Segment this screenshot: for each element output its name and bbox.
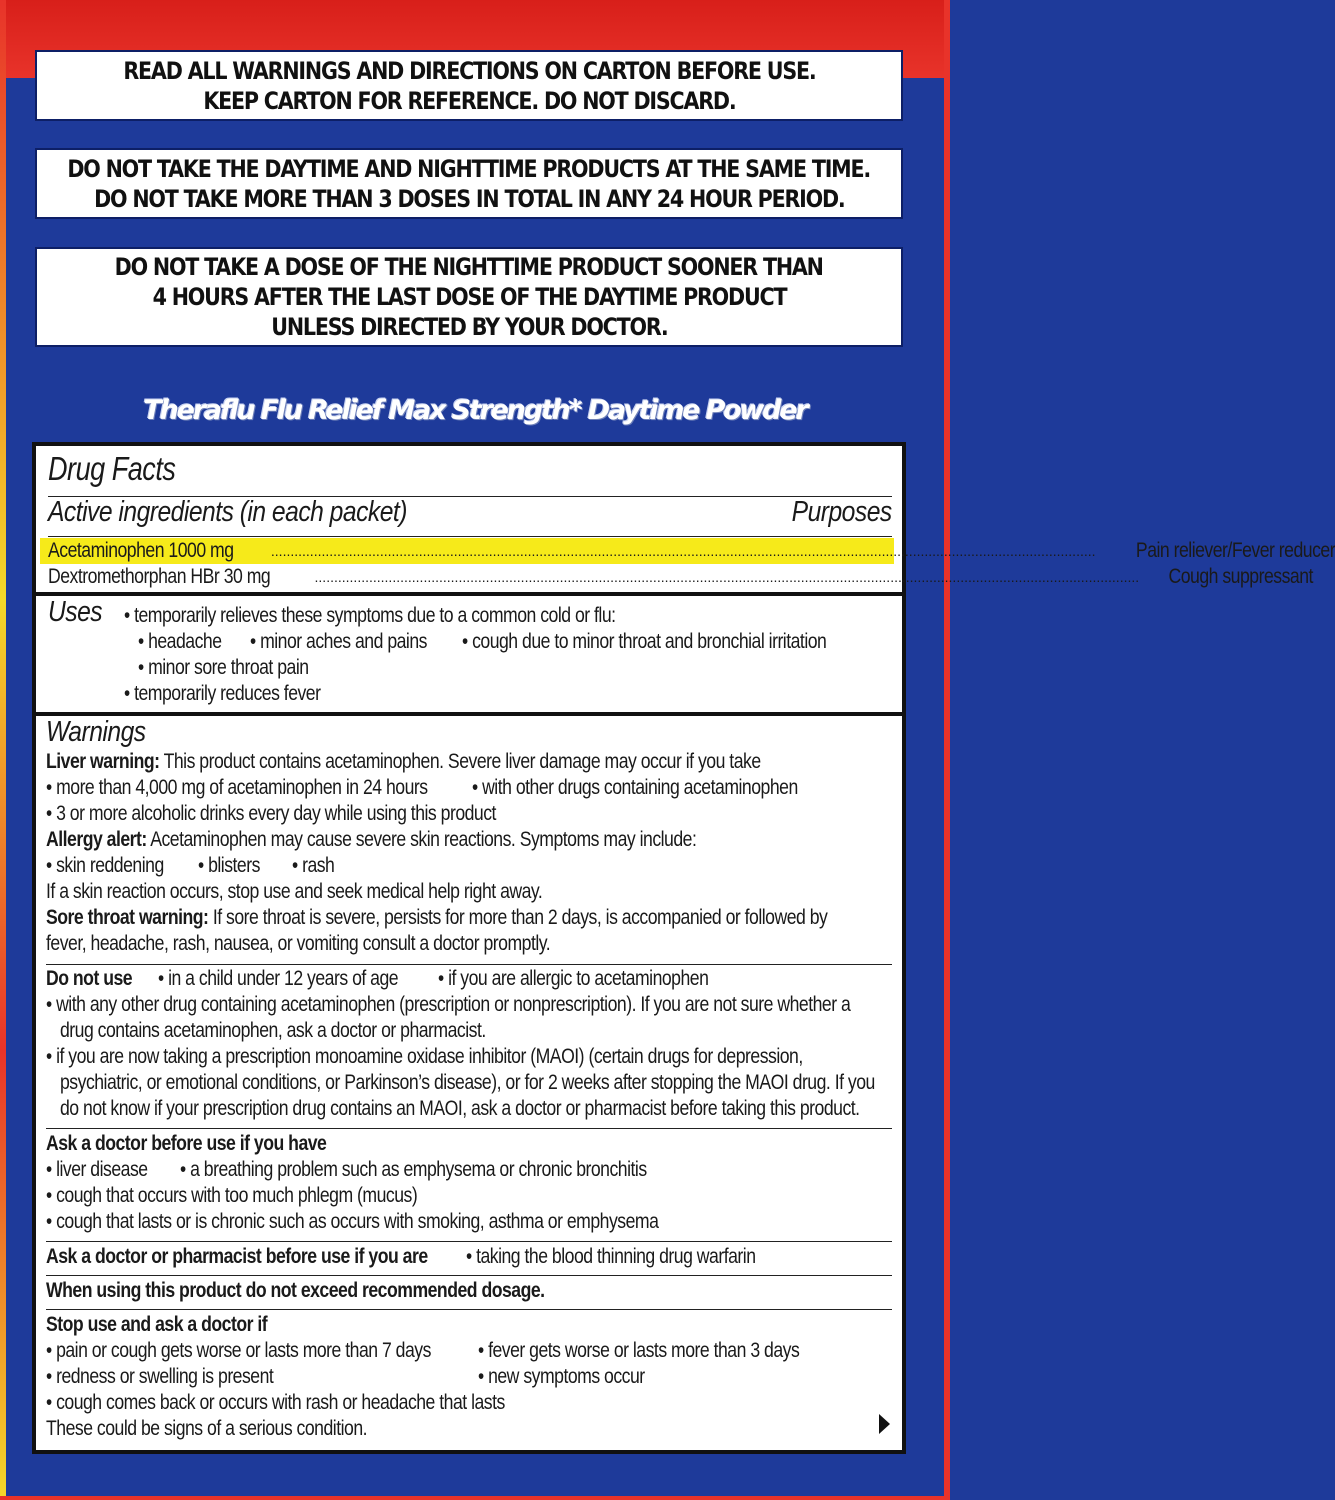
ask-doctor-label-text: Ask a doctor before use if you have bbox=[46, 1132, 327, 1155]
uses-bullet: • minor aches and pains bbox=[250, 630, 427, 653]
ask-pharmacist-label bbox=[46, 1245, 428, 1269]
leader-dots: .................................................................................................................................................................................................................... bbox=[270, 543, 1096, 559]
liver-warning-text: This product contains acetaminophen. Severe liver damage may occur if you take bbox=[159, 750, 761, 773]
divider bbox=[46, 1275, 892, 1276]
ingredient-name: Dextromethorphan HBr 30 mg bbox=[48, 565, 271, 588]
notice-line: DO NOT TAKE A DOSE OF THE NIGHTTIME PRODUCT SOONER THAN bbox=[114, 253, 824, 281]
allergy-after: If a skin reaction occurs, stop use and seek medical help right away. bbox=[46, 880, 543, 903]
notice-line: KEEP CARTON FOR REFERENCE. DO NOT DISCARD. bbox=[202, 86, 736, 115]
uses-line: • temporarily reduces fever bbox=[124, 682, 321, 705]
bottom-edge-stripe bbox=[0, 1496, 950, 1500]
ingredient-purpose: Pain reliever/Fever reducer bbox=[1135, 539, 1335, 562]
when-using-label-text: When using this product do not exceed recommended dosage. bbox=[46, 1279, 545, 1302]
section-divider bbox=[36, 712, 902, 716]
left-edge-stripe bbox=[0, 0, 6, 1500]
stop-use-label-text: Stop use and ask a doctor if bbox=[46, 1313, 268, 1336]
do-not-use-label bbox=[46, 967, 132, 991]
notice-line: READ ALL WARNINGS AND DIRECTIONS ON CARTON BEFORE USE. bbox=[122, 56, 816, 85]
stop-use-label bbox=[46, 1313, 267, 1337]
allergy-alert bbox=[46, 828, 696, 852]
leader-dots: .................................................................................................................................................................................................................... bbox=[314, 569, 1140, 585]
sore-throat-warning bbox=[46, 906, 827, 930]
allergy-alert-text: Acetaminophen may cause severe skin reactions. Symptoms may include: bbox=[146, 828, 697, 851]
allergy-bullet: • skin reddening bbox=[46, 854, 164, 877]
ask-pharmacist-bullet: • taking the blood thinning drug warfarin bbox=[466, 1245, 756, 1268]
divider bbox=[46, 964, 892, 965]
product-title: Theraflu Flu Relief Max Strength* Daytime Powder bbox=[143, 395, 807, 426]
ask-pharmacist-label-text: Ask a doctor or pharmacist before use if you are bbox=[46, 1245, 428, 1268]
divider bbox=[46, 1309, 892, 1310]
warnings-title: Warnings bbox=[46, 716, 146, 748]
do-not-use-label-text: Do not use bbox=[46, 967, 133, 990]
stop-use-bullet: • pain or cough gets worse or lasts more than 7 days bbox=[46, 1339, 431, 1362]
stop-use-bullet: • redness or swelling is present bbox=[46, 1365, 274, 1388]
uses-bullet: • headache bbox=[138, 630, 222, 653]
sore-throat-label: Sore throat warning: bbox=[46, 906, 209, 929]
divider bbox=[46, 1241, 892, 1242]
do-not-use-line: do not know if your prescription drug contains an MAOI, ask a doctor or pharmacist before taking this product. bbox=[60, 1097, 860, 1120]
notice-line: 4 HOURS AFTER THE LAST DOSE OF THE DAYTIME PRODUCT bbox=[152, 283, 786, 311]
section-divider bbox=[36, 592, 902, 596]
notice-line: DO NOT TAKE MORE THAN 3 DOSES IN TOTAL IN ANY 24 HOUR PERIOD. bbox=[93, 184, 845, 213]
do-not-use-bullet: • in a child under 12 years of age bbox=[158, 967, 399, 990]
notice-line: DO NOT TAKE THE DAYTIME AND NIGHTTIME PRODUCTS AT THE SAME TIME. bbox=[67, 154, 871, 183]
do-not-use-line: • if you are now taking a prescription monoamine oxidase inhibitor (MAOI) (certain drugs for depression, bbox=[46, 1045, 803, 1068]
ingredient-row bbox=[48, 564, 1314, 590]
purposes-header: Purposes bbox=[791, 496, 892, 528]
active-ingredients-header: Active ingredients (in each packet) bbox=[48, 496, 407, 528]
do-not-use-bullet: • if you are allergic to acetaminophen bbox=[438, 967, 709, 990]
uses-title: Uses bbox=[48, 596, 103, 628]
do-not-use-line: psychiatric, or emotional conditions, or Parkinson’s disease), or for 2 weeks after stopping the MAOI drug. If you bbox=[60, 1071, 875, 1094]
notice-line: UNLESS DIRECTED BY YOUR DOCTOR. bbox=[270, 313, 668, 341]
stop-use-after: These could be signs of a serious condition. bbox=[46, 1417, 368, 1440]
stop-use-bullet: • fever gets worse or lasts more than 3 days bbox=[478, 1339, 800, 1362]
ask-doctor-bullet: • cough that occurs with too much phlegm (mucus) bbox=[46, 1184, 418, 1207]
right-edge-stripe bbox=[944, 0, 950, 1500]
when-using-label bbox=[46, 1279, 545, 1303]
ask-doctor-bullet: • liver disease bbox=[46, 1158, 148, 1181]
allergy-bullet: • blisters bbox=[198, 854, 260, 877]
stop-use-bullet: • new symptoms occur bbox=[478, 1365, 645, 1388]
ask-doctor-bullet: • a breathing problem such as emphysema or chronic bronchitis bbox=[180, 1158, 647, 1181]
ask-doctor-bullet: • cough that lasts or is chronic such as occurs with smoking, asthma or emphysema bbox=[46, 1210, 659, 1233]
sore-throat-text-2: fever, headache, rash, nausea, or vomiting consult a doctor promptly. bbox=[46, 932, 551, 955]
ask-doctor-label bbox=[46, 1132, 326, 1156]
notice-do-not-combine bbox=[35, 148, 903, 219]
stop-use-bullet: • cough comes back or occurs with rash or headache that lasts bbox=[46, 1391, 505, 1414]
liver-bullet: • 3 or more alcoholic drinks every day while using this product bbox=[46, 802, 496, 825]
notice-dose-timing bbox=[35, 247, 903, 347]
do-not-use-line: drug contains acetaminophen, ask a doctor or pharmacist. bbox=[60, 1019, 486, 1042]
ingredient-row bbox=[48, 538, 1335, 564]
continue-arrow-icon bbox=[879, 1414, 890, 1434]
ingredient-name: Acetaminophen 1000 mg bbox=[48, 539, 234, 562]
sore-throat-text: If sore throat is severe, persists for more than 2 days, is accompanied or followed by bbox=[208, 906, 828, 929]
uses-bullet: • cough due to minor throat and bronchial irritation bbox=[462, 630, 827, 653]
drug-facts-panel bbox=[32, 442, 1335, 1454]
do-not-use-line: • with any other drug containing acetaminophen (prescription or nonprescription). If you are not sure whether a bbox=[46, 993, 851, 1016]
liver-warning bbox=[46, 750, 761, 774]
divider bbox=[46, 1128, 892, 1129]
drug-facts-title: Drug Facts bbox=[48, 450, 176, 487]
divider bbox=[48, 536, 892, 537]
uses-bullet: • minor sore throat pain bbox=[138, 656, 309, 679]
ingredient-purpose: Cough suppressant bbox=[1168, 565, 1314, 588]
allergy-alert-label: Allergy alert: bbox=[46, 828, 147, 851]
liver-bullet: • with other drugs containing acetaminophen bbox=[472, 776, 798, 799]
liver-warning-label: Liver warning: bbox=[46, 750, 160, 773]
liver-bullet: • more than 4,000 mg of acetaminophen in 24 hours bbox=[46, 776, 428, 799]
notice-read-warnings bbox=[35, 50, 903, 121]
uses-line: • temporarily relieves these symptoms due to a common cold or flu: bbox=[124, 604, 616, 627]
allergy-bullet: • rash bbox=[292, 854, 335, 877]
